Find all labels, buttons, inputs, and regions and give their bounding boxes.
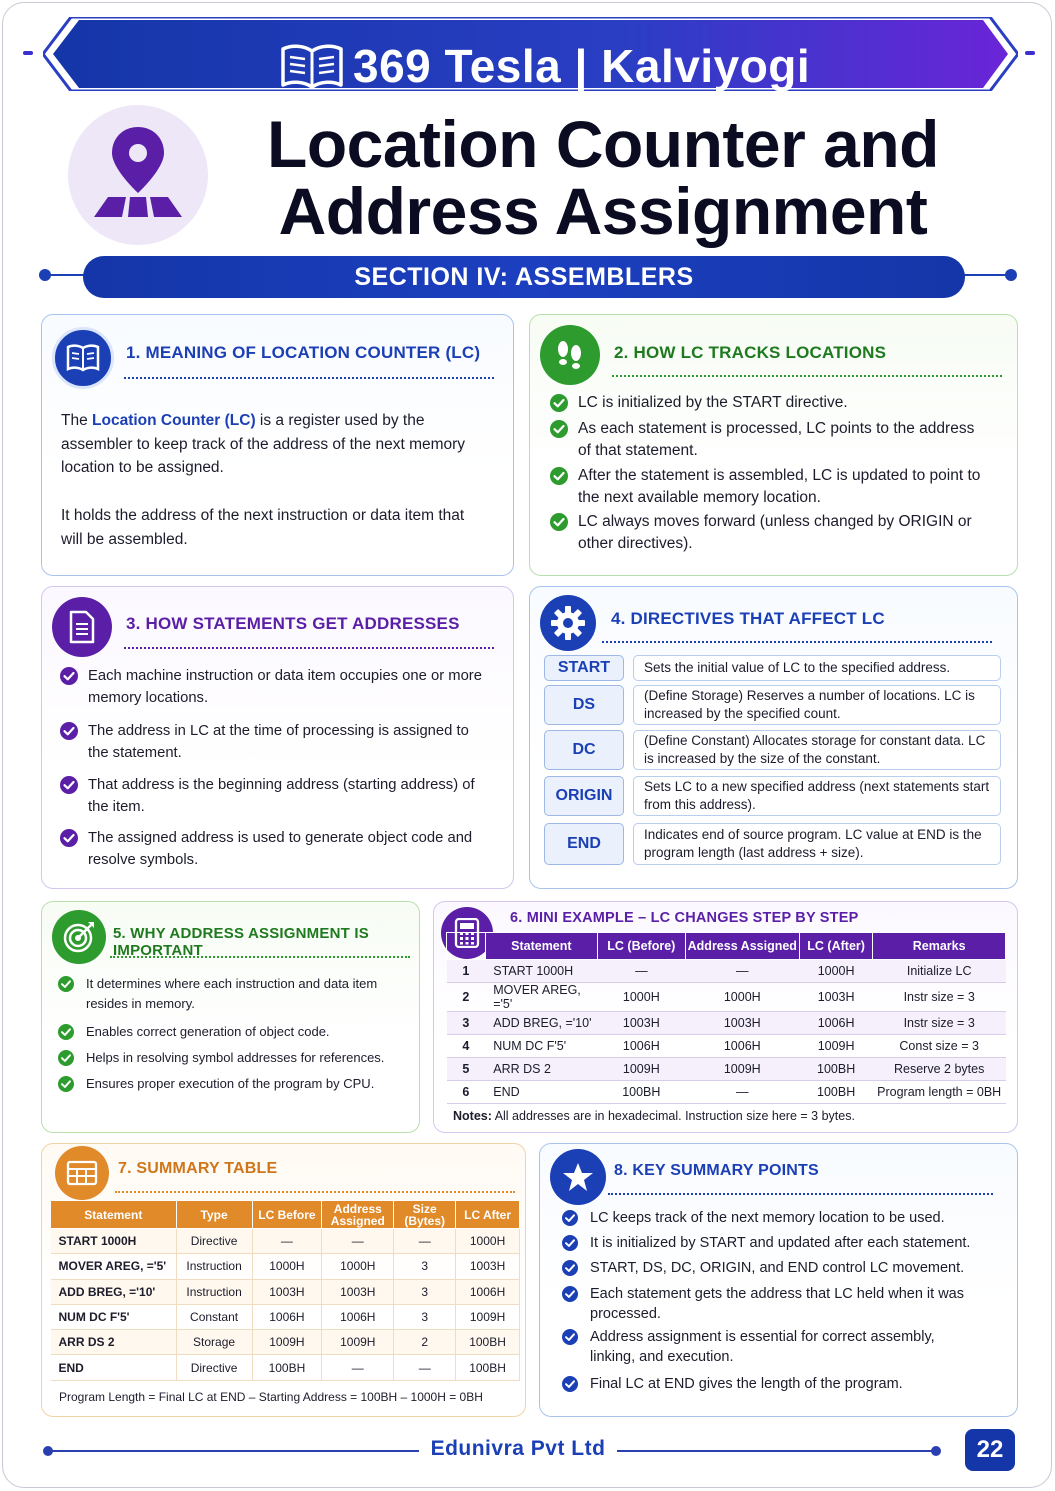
text: is a register used by the assembler to keep track of the address of the next memory location to be assigned.	[61, 412, 466, 476]
check-icon	[60, 829, 78, 847]
table-cell: 100BH	[252, 1355, 322, 1380]
list-item	[562, 1258, 982, 1278]
card-why-important	[41, 901, 420, 1133]
table-cell: Reserve 2 bytes	[873, 1058, 1006, 1081]
table-cell: 1000H	[685, 983, 799, 1012]
table-cell: 3	[447, 1012, 486, 1035]
check-icon	[550, 394, 568, 412]
table-cell: ADD BREG, ='10'	[485, 1012, 597, 1035]
list-item-text: Enables correct generation of object code.	[86, 1024, 330, 1039]
list-item-text: After the statement is assembled, LC is updated to point to the next available memory location.	[578, 467, 981, 506]
card-title: 8. KEY SUMMARY POINTS	[614, 1162, 819, 1179]
lc-example-table	[446, 932, 1006, 1104]
footer-line-left	[49, 1450, 419, 1452]
list-item-text: That address is the beginning address (starting address) of the item.	[88, 777, 475, 815]
table-icon	[55, 1146, 109, 1200]
directive-description: Indicates end of source program. LC value at END is the program length (last address + size).	[633, 823, 1001, 865]
table-cell: NUM DC F'5'	[51, 1304, 177, 1329]
book-icon	[52, 327, 114, 389]
table-cell: 100BH	[456, 1355, 520, 1380]
column-header: LC (Before)	[597, 933, 685, 960]
title-divider	[124, 647, 494, 649]
footprints-icon	[540, 325, 600, 385]
list-item	[60, 774, 490, 818]
table-cell: Storage	[176, 1330, 252, 1355]
table-cell: END	[485, 1081, 597, 1104]
list-item	[562, 1374, 982, 1394]
table-cell: 1003H	[597, 1012, 685, 1035]
card-title: 3. HOW STATEMENTS GET ADDRESSES	[126, 614, 460, 633]
lc-purpose: It holds the address of the next instruction or data item that will be assembled.	[61, 507, 465, 548]
table-row	[447, 1081, 1006, 1104]
card-how-lc-tracks	[529, 314, 1018, 576]
table-cell: 1003H	[322, 1279, 394, 1304]
check-icon	[60, 776, 78, 794]
directive-key: DS	[544, 685, 624, 725]
list-item	[58, 974, 403, 1013]
title-line-2: Address Assignment	[278, 174, 928, 248]
table-cell: 5	[447, 1058, 486, 1081]
table-cell: Program length = 0BH	[873, 1081, 1006, 1104]
table-notes	[453, 1109, 855, 1123]
check-icon	[550, 420, 568, 438]
table-cell: Instr size = 3	[873, 983, 1006, 1012]
section-dot-right	[1005, 269, 1017, 281]
card-directives	[529, 586, 1018, 889]
table-row	[51, 1229, 520, 1254]
table-cell: —	[597, 960, 685, 983]
location-logo	[68, 105, 208, 245]
page-title	[253, 107, 953, 248]
list-item	[562, 1233, 982, 1253]
column-header: Address Assigned	[685, 933, 799, 960]
check-icon	[58, 976, 76, 994]
list-item	[562, 1208, 982, 1228]
table-cell: —	[394, 1355, 456, 1380]
table-cell: 1006H	[252, 1304, 322, 1329]
column-header: Size (Bytes)	[394, 1201, 456, 1229]
table-cell: 1009H	[456, 1304, 520, 1329]
table-cell: 4	[447, 1035, 486, 1058]
table-cell: 1003H	[252, 1279, 322, 1304]
table-cell: Const size = 3	[873, 1035, 1006, 1058]
table-cell: 100BH	[799, 1081, 872, 1104]
list-item-text: Helps in resolving symbol addresses for references.	[86, 1050, 385, 1065]
table-cell: 1000H	[456, 1229, 520, 1254]
card-title: 5. WHY ADDRESS ASSIGNMENT IS IMPORTANT	[113, 925, 369, 959]
check-icon	[550, 467, 568, 485]
list-item-text: The assigned address is used to generate object code and resolve symbols.	[88, 830, 473, 868]
table-row	[51, 1279, 520, 1304]
check-icon	[60, 667, 78, 685]
header-spacer	[447, 933, 486, 960]
list-item	[58, 1074, 403, 1094]
table-cell: —	[252, 1229, 322, 1254]
table-cell: Instr size = 3	[873, 1012, 1006, 1035]
check-icon	[562, 1376, 580, 1394]
text: The	[61, 412, 93, 429]
table-cell: —	[685, 1081, 799, 1104]
list-item	[550, 392, 990, 414]
check-icon	[58, 1050, 76, 1068]
table-cell: START 1000H	[485, 960, 597, 983]
table-row	[51, 1330, 520, 1355]
check-icon	[562, 1235, 580, 1253]
directive-description: (Define Storage) Reserves a number of locations. LC is increased by the specified count.	[633, 685, 1001, 725]
banner-left-dash	[23, 51, 33, 55]
table-cell: 1009H	[799, 1035, 872, 1058]
table-cell: END	[51, 1355, 177, 1380]
table-cell: 100BH	[597, 1081, 685, 1104]
check-icon	[562, 1329, 580, 1347]
check-icon	[562, 1260, 580, 1278]
list-item-text: LC is initialized by the START directive.	[578, 394, 848, 411]
footer-line-right	[617, 1450, 935, 1452]
card-summary-table	[41, 1143, 526, 1417]
table-cell: MOVER AREG, ='5'	[485, 983, 597, 1012]
table-row	[447, 960, 1006, 983]
table-cell: Instruction	[176, 1279, 252, 1304]
column-header: Statement	[485, 933, 597, 960]
directive-key: ORIGIN	[544, 776, 624, 816]
table-cell: 1003H	[456, 1254, 520, 1279]
list-item-text: Each statement gets the address that LC held when it was processed.	[590, 1286, 964, 1322]
list-item	[60, 827, 490, 871]
table-cell: 1009H	[252, 1330, 322, 1355]
table-cell: 100BH	[456, 1330, 520, 1355]
table-cell: 1000H	[252, 1254, 322, 1279]
footer-dot-right	[931, 1446, 941, 1456]
card-title: 2. HOW LC TRACKS LOCATIONS	[614, 343, 887, 362]
table-row	[447, 1035, 1006, 1058]
card-meaning-of-lc	[41, 314, 514, 576]
directive-key: END	[544, 823, 624, 865]
table-cell: ADD BREG, ='10'	[51, 1279, 177, 1304]
banner-right-dash	[1025, 51, 1035, 55]
card-title: 6. MINI EXAMPLE – LC CHANGES STEP BY STEP	[510, 910, 859, 926]
column-header: LC After	[456, 1201, 520, 1229]
title-divider	[602, 641, 992, 643]
section-label: SECTION IV: ASSEMBLERS	[83, 256, 965, 298]
card-statements-addresses	[41, 586, 514, 889]
check-icon	[550, 513, 568, 531]
table-cell: 1009H	[597, 1058, 685, 1081]
card-title: 4. DIRECTIVES THAT AFFECT LC	[611, 609, 885, 628]
table-row	[51, 1254, 520, 1279]
title-divider	[612, 375, 1002, 377]
table-cell: 3	[394, 1279, 456, 1304]
table-cell: 3	[394, 1304, 456, 1329]
table-cell: —	[394, 1229, 456, 1254]
title-divider	[124, 377, 494, 379]
table-cell: 2	[447, 983, 486, 1012]
table-cell: 1009H	[685, 1058, 799, 1081]
banner-title: 369 Tesla | Kalviyogi	[353, 40, 811, 92]
check-icon	[58, 1076, 76, 1094]
star-icon	[550, 1149, 606, 1205]
title-line-1: Location Counter and	[267, 107, 939, 181]
table-row	[51, 1355, 520, 1380]
directive-key: DC	[544, 730, 624, 770]
column-header: Statement	[51, 1201, 177, 1229]
table-cell: 100BH	[799, 1058, 872, 1081]
notes-label: Notes:	[453, 1109, 492, 1123]
open-book-icon	[279, 43, 345, 91]
list-item	[550, 418, 990, 461]
table-cell: Constant	[176, 1304, 252, 1329]
list-item-text: It is initialized by START and updated after each statement.	[590, 1235, 971, 1251]
title-divider	[110, 956, 410, 958]
program-length-note: Program Length = Final LC at END – Starting Address = 100BH – 1000H = 0BH	[59, 1390, 483, 1404]
list-item	[550, 511, 990, 554]
table-cell: 1006H	[799, 1012, 872, 1035]
page	[2, 2, 1052, 1488]
list-item-text: The address in LC at the time of processing is assigned to the statement.	[88, 723, 469, 761]
list-item-text: Final LC at END gives the length of the program.	[590, 1376, 903, 1392]
directive-description: (Define Constant) Allocates storage for constant data. LC is increased by the size of the constant.	[633, 730, 1001, 770]
list-item-text: As each statement is processed, LC points to the address of that statement.	[578, 420, 975, 459]
column-header: Type	[176, 1201, 252, 1229]
table-cell: 1006H	[597, 1035, 685, 1058]
table-cell: ARR DS 2	[485, 1058, 597, 1081]
table-header-row	[447, 933, 1006, 960]
table-cell: —	[685, 960, 799, 983]
list-item-text: Ensures proper execution of the program by CPU.	[86, 1076, 375, 1091]
company-name: Edunivra Pvt Ltd	[430, 1437, 606, 1460]
check-icon	[562, 1210, 580, 1228]
table-row	[447, 1058, 1006, 1081]
table-cell: 1006H	[322, 1304, 394, 1329]
table-row	[447, 983, 1006, 1012]
table-cell: 1	[447, 960, 486, 983]
directive-description: Sets the initial value of LC to the specified address.	[633, 655, 1001, 681]
table-cell: 2	[394, 1330, 456, 1355]
list-item	[60, 720, 490, 764]
directive-description: Sets LC to a new specified address (next statements start from this address).	[633, 776, 1001, 816]
table-header-row	[51, 1201, 520, 1229]
list-item-text: Address assignment is essential for correct assembly, linking, and execution.	[590, 1329, 935, 1365]
list-item	[562, 1327, 982, 1367]
list-item	[562, 1284, 982, 1324]
list-item-text: Each machine instruction or data item occupies one or more memory locations.	[88, 668, 482, 706]
gear-icon	[540, 595, 596, 651]
card-title: 1. MEANING OF LOCATION COUNTER (LC)	[126, 343, 481, 362]
table-cell: 1006H	[456, 1279, 520, 1304]
notes-text: All addresses are in hexadecimal. Instruction size here = 3 bytes.	[491, 1109, 855, 1123]
directive-key: START	[544, 655, 624, 681]
section-line-left	[45, 274, 85, 276]
target-icon	[52, 910, 106, 964]
column-header: Remarks	[873, 933, 1006, 960]
card-key-points	[539, 1143, 1018, 1417]
table-cell: 1003H	[799, 983, 872, 1012]
column-header: Address Assigned	[322, 1201, 394, 1229]
table-cell: 3	[394, 1254, 456, 1279]
title-divider	[115, 1191, 515, 1193]
table-cell: MOVER AREG, ='5'	[51, 1254, 177, 1279]
list-item-text: START, DS, DC, ORIGIN, and END control LC movement.	[590, 1260, 965, 1276]
table-row	[51, 1304, 520, 1329]
list-item	[58, 1048, 403, 1068]
table-cell: —	[322, 1355, 394, 1380]
table-cell: Directive	[176, 1355, 252, 1380]
list-item-text: LC always moves forward (unless changed by ORIGIN or other directives).	[578, 513, 972, 552]
lc-definition	[61, 409, 481, 480]
summary-table	[50, 1200, 520, 1381]
section-line-right	[963, 274, 1011, 276]
page-number: 22	[965, 1429, 1015, 1471]
check-icon	[562, 1286, 580, 1304]
table-cell: 1006H	[685, 1035, 799, 1058]
check-icon	[60, 722, 78, 740]
table-cell: Initialize LC	[873, 960, 1006, 983]
table-cell: 1003H	[685, 1012, 799, 1035]
column-header: LC Before	[252, 1201, 322, 1229]
table-cell: 1000H	[322, 1254, 394, 1279]
table-cell: Directive	[176, 1229, 252, 1254]
table-cell: ARR DS 2	[51, 1330, 177, 1355]
table-cell: NUM DC F'5'	[485, 1035, 597, 1058]
check-icon	[58, 1024, 76, 1042]
table-row	[447, 1012, 1006, 1035]
table-cell: START 1000H	[51, 1229, 177, 1254]
list-item	[58, 1022, 403, 1042]
card-title: 7. SUMMARY TABLE	[118, 1160, 278, 1177]
table-cell: —	[322, 1229, 394, 1254]
list-item-text: LC keeps track of the next memory location to be used.	[590, 1210, 945, 1226]
list-item	[60, 665, 490, 709]
table-cell: 1000H	[799, 960, 872, 983]
table-cell: Instruction	[176, 1254, 252, 1279]
column-header: LC (After)	[799, 933, 872, 960]
list-item	[550, 465, 990, 508]
list-item-text: It determines where each instruction and data item resides in memory.	[86, 976, 378, 1011]
highlight-term: Location Counter (LC)	[92, 412, 256, 429]
table-cell: 1000H	[597, 983, 685, 1012]
title-divider	[608, 1193, 993, 1195]
table-cell: 1009H	[322, 1330, 394, 1355]
card-mini-example	[433, 901, 1018, 1133]
document-icon	[52, 597, 112, 657]
table-cell: 6	[447, 1081, 486, 1104]
top-banner	[43, 17, 1018, 91]
